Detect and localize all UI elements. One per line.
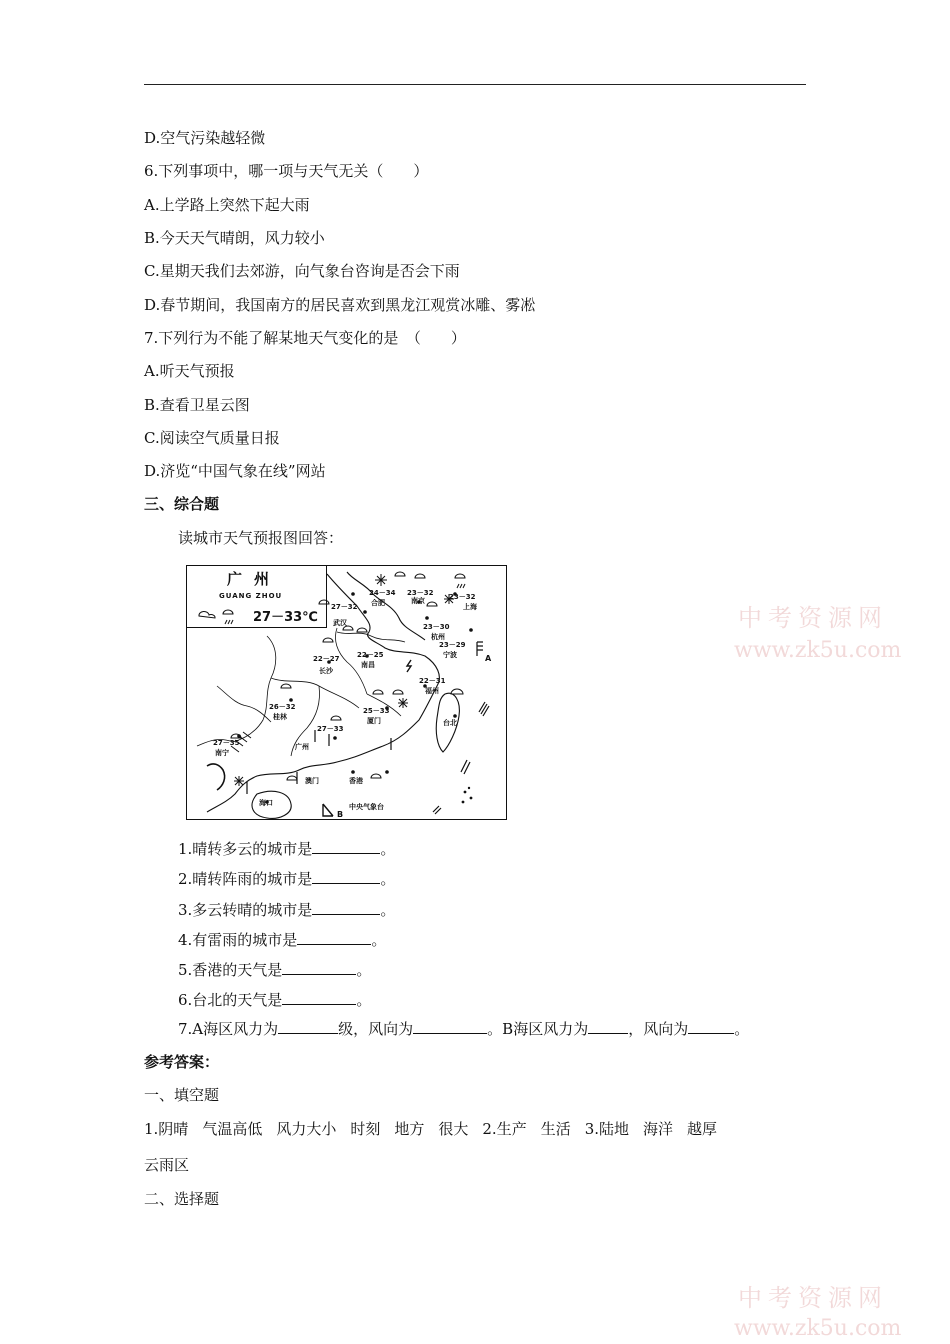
city-name: 南宁 — [215, 749, 229, 757]
city-temp: 27－35 — [213, 739, 240, 747]
city-name: 台北 — [443, 719, 457, 727]
answer-blank[interactable] — [282, 989, 356, 1005]
station-label: 中央气象台 — [349, 803, 384, 811]
option-c: C.阅读空气质量日报 — [144, 429, 280, 447]
city-temp: 27－33 — [317, 725, 344, 733]
answers-row: 1.阴晴 气温高低 风力大小 时刻 地方 很大 2.生产 生活 3.陆地 海洋 越厚 — [144, 1120, 718, 1138]
answer-blank[interactable] — [312, 838, 380, 854]
city-name: 香港 — [349, 777, 363, 785]
option-b: B.今天天气晴朗，风力较小 — [144, 229, 325, 247]
city-temp: 25－33 — [363, 707, 390, 715]
city-temp: 24－34 — [369, 589, 396, 597]
city-temp: 26－32 — [269, 703, 296, 711]
city-name: 长沙 — [319, 667, 333, 675]
option-a: A.上学路上突然下起大雨 — [144, 196, 310, 214]
city-name: 宁波 — [443, 651, 457, 659]
watermark-cn: 中考资源网 — [738, 604, 888, 632]
city-temp: 22－31 — [419, 677, 446, 685]
answer-blank[interactable] — [312, 868, 380, 884]
watermark-en: www.zk5u.com — [734, 638, 902, 663]
city-temp: 22－25 — [357, 651, 384, 659]
city-name: 合肥 — [371, 599, 385, 607]
option-b: B.查看卫星云图 — [144, 396, 250, 414]
guangzhou-inset — [187, 566, 327, 628]
option-d: D.济览“中国气象在线”网站 — [144, 462, 326, 480]
answer-blank[interactable] — [297, 929, 371, 945]
watermark-en: www.zk5u.com — [734, 1316, 902, 1341]
option-d: D.春节期间，我国南方的居民喜欢到黑龙江观赏冰雕、雾凇 — [144, 296, 536, 314]
city-name: 桂林 — [273, 713, 287, 721]
answer-blank[interactable] — [413, 1018, 487, 1034]
city-name: 广州 — [295, 743, 309, 751]
inset-temperature: 27－33℃ — [253, 610, 318, 625]
inset-city-name: 广州 — [227, 570, 282, 588]
option-d: D.空气污染越轻微 — [144, 129, 266, 147]
inset-city-pinyin: GUANG ZHOU — [219, 592, 283, 600]
answers-part-2: 二、选择题 — [144, 1190, 220, 1208]
city-temp: 23－30 — [423, 623, 450, 631]
answer-blank[interactable] — [278, 1018, 338, 1034]
question-3: 3.多云转晴的城市是 。 — [178, 901, 396, 919]
city-name: 福州 — [425, 687, 439, 695]
question-7: 7.下列行为不能了解某地天气变化的是 （ ） — [144, 329, 466, 347]
intro-text: 读城市天气预报图回答： — [178, 529, 344, 547]
header-rule — [144, 84, 806, 85]
sea-area-a-label: A — [485, 654, 492, 663]
city-name: 杭州 — [431, 633, 445, 641]
answer-blank[interactable] — [312, 899, 380, 915]
answer-blank[interactable] — [588, 1018, 628, 1034]
city-name: 海口 — [259, 799, 273, 807]
city-temp: 27－32 — [331, 603, 358, 611]
city-name: 南京 — [411, 597, 425, 605]
question-7: 7.A海区风力为 级，风向为 。B海区风力为 ，风向为 。 — [178, 1020, 750, 1038]
city-name: 上海 — [463, 603, 477, 611]
city-temp: 23－32 — [449, 593, 476, 601]
question-6: 6.台北的天气是 。 — [178, 991, 372, 1009]
city-name: 澳门 — [305, 777, 319, 785]
city-name: 武汉 — [333, 619, 347, 627]
question-5: 5.香港的天气是 。 — [178, 961, 372, 979]
answer-blank[interactable] — [688, 1018, 734, 1034]
question-4: 4.有雷雨的城市是 。 — [178, 931, 387, 949]
city-name: 厦门 — [367, 717, 381, 725]
section-heading: 三、综合题 — [144, 495, 220, 513]
watermark-cn: 中考资源网 — [738, 1284, 888, 1312]
sea-area-b-label: B — [337, 810, 344, 819]
city-temp: 23－32 — [407, 589, 434, 597]
answers-row-continued: 云雨区 — [144, 1156, 190, 1174]
city-temp: 23－29 — [439, 641, 466, 649]
answer-blank[interactable] — [282, 959, 356, 975]
answers-heading: 参考答案： — [144, 1053, 220, 1071]
question-2: 2.晴转阵雨的城市是 。 — [178, 870, 396, 888]
answers-part-1: 一、填空题 — [144, 1086, 220, 1104]
question-1: 1.晴转多云的城市是 。 — [178, 840, 396, 858]
option-a: A.听天气预报 — [144, 362, 235, 380]
question-6: 6.下列事项中，哪一项与天气无关（ ） — [144, 162, 429, 180]
city-temp: 22－27 — [313, 655, 340, 663]
option-c: C.星期天我们去郊游，向气象台咨询是否会下雨 — [144, 262, 460, 280]
weather-map — [186, 565, 507, 820]
city-name: 南昌 — [361, 661, 375, 669]
